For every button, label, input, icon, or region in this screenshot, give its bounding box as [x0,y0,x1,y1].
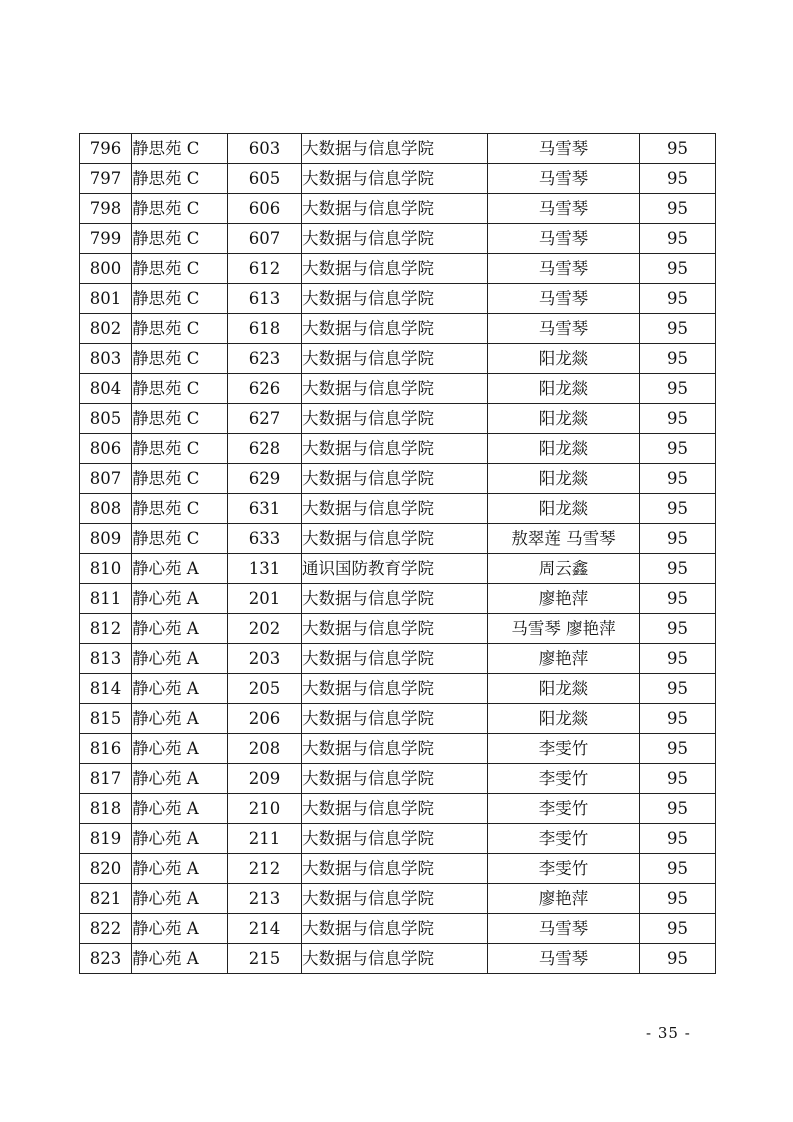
room-cell: 201 [228,584,302,614]
room-cell: 205 [228,674,302,704]
college-cell: 大数据与信息学院 [302,134,488,164]
room-cell: 215 [228,944,302,974]
score-cell: 95 [640,374,716,404]
row-number: 797 [80,164,132,194]
college-cell: 大数据与信息学院 [302,824,488,854]
score-cell: 95 [640,284,716,314]
table-row [80,854,716,884]
score-cell: 95 [640,764,716,794]
responsible-person-cell: 敖翠莲 马雪琴 [488,524,640,554]
building-cell: 静思苑 C [132,344,228,374]
building-cell: 静心苑 A [132,674,228,704]
row-number: 822 [80,914,132,944]
responsible-person-cell: 马雪琴 [488,314,640,344]
building-cell: 静心苑 A [132,884,228,914]
building-cell: 静心苑 A [132,944,228,974]
responsible-person-cell: 马雪琴 [488,164,640,194]
score-cell: 95 [640,494,716,524]
score-cell: 95 [640,794,716,824]
responsible-person-cell: 阳龙燚 [488,704,640,734]
table-row [80,374,716,404]
responsible-person-cell: 马雪琴 [488,224,640,254]
room-cell: 203 [228,644,302,674]
building-cell: 静心苑 A [132,854,228,884]
row-number: 798 [80,194,132,224]
room-cell: 603 [228,134,302,164]
row-number: 816 [80,734,132,764]
room-cell: 613 [228,284,302,314]
building-cell: 静心苑 A [132,734,228,764]
building-cell: 静思苑 C [132,254,228,284]
college-cell: 大数据与信息学院 [302,794,488,824]
score-cell: 95 [640,884,716,914]
responsible-person-cell: 马雪琴 [488,284,640,314]
table-row [80,464,716,494]
responsible-person-cell: 李雯竹 [488,734,640,764]
room-cell: 208 [228,734,302,764]
room-cell: 618 [228,314,302,344]
room-cell: 631 [228,494,302,524]
row-number: 803 [80,344,132,374]
college-cell: 大数据与信息学院 [302,164,488,194]
college-cell: 大数据与信息学院 [302,314,488,344]
responsible-person-cell: 马雪琴 [488,254,640,284]
score-cell: 95 [640,314,716,344]
room-cell: 209 [228,764,302,794]
row-number: 806 [80,434,132,464]
responsible-person-cell: 李雯竹 [488,764,640,794]
row-number: 812 [80,614,132,644]
room-cell: 606 [228,194,302,224]
building-cell: 静思苑 C [132,404,228,434]
row-number: 799 [80,224,132,254]
room-cell: 206 [228,704,302,734]
table-row [80,794,716,824]
college-cell: 大数据与信息学院 [302,224,488,254]
table-row [80,764,716,794]
college-cell: 大数据与信息学院 [302,494,488,524]
table-row [80,134,716,164]
building-cell: 静思苑 C [132,284,228,314]
dormitory-score-table [79,133,716,974]
table-row [80,194,716,224]
responsible-person-cell: 阳龙燚 [488,674,640,704]
responsible-person-cell: 廖艳萍 [488,884,640,914]
score-cell: 95 [640,134,716,164]
row-number: 811 [80,584,132,614]
responsible-person-cell: 马雪琴 [488,944,640,974]
responsible-person-cell: 马雪琴 廖艳萍 [488,614,640,644]
college-cell: 大数据与信息学院 [302,584,488,614]
table-row [80,314,716,344]
table-row [80,584,716,614]
table-row [80,344,716,374]
responsible-person-cell: 廖艳萍 [488,644,640,674]
college-cell: 大数据与信息学院 [302,374,488,404]
row-number: 805 [80,404,132,434]
building-cell: 静心苑 A [132,824,228,854]
room-cell: 633 [228,524,302,554]
responsible-person-cell: 李雯竹 [488,854,640,884]
building-cell: 静心苑 A [132,644,228,674]
row-number: 814 [80,674,132,704]
row-number: 809 [80,524,132,554]
college-cell: 大数据与信息学院 [302,404,488,434]
score-cell: 95 [640,224,716,254]
row-number: 813 [80,644,132,674]
table-row [80,914,716,944]
row-number: 802 [80,314,132,344]
college-cell: 大数据与信息学院 [302,704,488,734]
building-cell: 静思苑 C [132,314,228,344]
table-row [80,704,716,734]
room-cell: 628 [228,434,302,464]
room-cell: 210 [228,794,302,824]
responsible-person-cell: 马雪琴 [488,134,640,164]
college-cell: 大数据与信息学院 [302,284,488,314]
building-cell: 静思苑 C [132,224,228,254]
responsible-person-cell: 阳龙燚 [488,494,640,524]
score-cell: 95 [640,524,716,554]
row-number: 808 [80,494,132,524]
table-row [80,434,716,464]
responsible-person-cell: 阳龙燚 [488,464,640,494]
table-row [80,224,716,254]
room-cell: 131 [228,554,302,584]
table-body [80,134,716,974]
room-cell: 626 [228,374,302,404]
building-cell: 静心苑 A [132,914,228,944]
responsible-person-cell: 阳龙燚 [488,374,640,404]
college-cell: 大数据与信息学院 [302,854,488,884]
row-number: 804 [80,374,132,404]
table-row [80,674,716,704]
building-cell: 静心苑 A [132,584,228,614]
building-cell: 静思苑 C [132,194,228,224]
building-cell: 静心苑 A [132,704,228,734]
building-cell: 静思苑 C [132,434,228,464]
college-cell: 大数据与信息学院 [302,884,488,914]
room-cell: 607 [228,224,302,254]
row-number: 823 [80,944,132,974]
room-cell: 605 [228,164,302,194]
score-cell: 95 [640,344,716,374]
table-row [80,614,716,644]
row-number: 817 [80,764,132,794]
score-cell: 95 [640,464,716,494]
row-number: 821 [80,884,132,914]
row-number: 807 [80,464,132,494]
college-cell: 大数据与信息学院 [302,644,488,674]
responsible-person-cell: 李雯竹 [488,794,640,824]
row-number: 819 [80,824,132,854]
table-row [80,524,716,554]
score-cell: 95 [640,944,716,974]
score-cell: 95 [640,554,716,584]
score-cell: 95 [640,404,716,434]
building-cell: 静思苑 C [132,524,228,554]
college-cell: 大数据与信息学院 [302,914,488,944]
row-number: 800 [80,254,132,284]
room-cell: 612 [228,254,302,284]
college-cell: 大数据与信息学院 [302,674,488,704]
responsible-person-cell: 阳龙燚 [488,434,640,464]
score-cell: 95 [640,644,716,674]
college-cell: 大数据与信息学院 [302,764,488,794]
table-row [80,164,716,194]
responsible-person-cell: 周云鑫 [488,554,640,584]
responsible-person-cell: 阳龙燚 [488,404,640,434]
score-cell: 95 [640,914,716,944]
college-cell: 大数据与信息学院 [302,254,488,284]
room-cell: 623 [228,344,302,374]
room-cell: 627 [228,404,302,434]
table-row [80,254,716,284]
row-number: 796 [80,134,132,164]
building-cell: 静思苑 C [132,134,228,164]
responsible-person-cell: 马雪琴 [488,914,640,944]
table-row [80,284,716,314]
score-cell: 95 [640,854,716,884]
responsible-person-cell: 马雪琴 [488,194,640,224]
table-row [80,644,716,674]
building-cell: 静心苑 A [132,764,228,794]
table-row [80,494,716,524]
table-row [80,944,716,974]
page-number: - 35 - [646,1024,691,1042]
room-cell: 214 [228,914,302,944]
table-row [80,554,716,584]
college-cell: 大数据与信息学院 [302,524,488,554]
score-cell: 95 [640,704,716,734]
room-cell: 202 [228,614,302,644]
building-cell: 静心苑 A [132,554,228,584]
score-cell: 95 [640,734,716,764]
room-cell: 213 [228,884,302,914]
building-cell: 静思苑 C [132,464,228,494]
building-cell: 静心苑 A [132,614,228,644]
score-cell: 95 [640,194,716,224]
building-cell: 静思苑 C [132,494,228,524]
building-cell: 静心苑 A [132,794,228,824]
college-cell: 通识国防教育学院 [302,554,488,584]
score-cell: 95 [640,164,716,194]
college-cell: 大数据与信息学院 [302,734,488,764]
score-cell: 95 [640,584,716,614]
table-row [80,824,716,854]
college-cell: 大数据与信息学院 [302,194,488,224]
room-cell: 211 [228,824,302,854]
building-cell: 静思苑 C [132,164,228,194]
college-cell: 大数据与信息学院 [302,464,488,494]
row-number: 815 [80,704,132,734]
row-number: 810 [80,554,132,584]
responsible-person-cell: 阳龙燚 [488,344,640,374]
table-row [80,734,716,764]
room-cell: 629 [228,464,302,494]
score-cell: 95 [640,434,716,464]
college-cell: 大数据与信息学院 [302,434,488,464]
score-cell: 95 [640,674,716,704]
building-cell: 静思苑 C [132,374,228,404]
row-number: 818 [80,794,132,824]
college-cell: 大数据与信息学院 [302,614,488,644]
table-row [80,884,716,914]
row-number: 820 [80,854,132,884]
score-cell: 95 [640,824,716,854]
responsible-person-cell: 廖艳萍 [488,584,640,614]
score-cell: 95 [640,254,716,284]
responsible-person-cell: 李雯竹 [488,824,640,854]
table-row [80,404,716,434]
row-number: 801 [80,284,132,314]
score-cell: 95 [640,614,716,644]
college-cell: 大数据与信息学院 [302,944,488,974]
room-cell: 212 [228,854,302,884]
college-cell: 大数据与信息学院 [302,344,488,374]
